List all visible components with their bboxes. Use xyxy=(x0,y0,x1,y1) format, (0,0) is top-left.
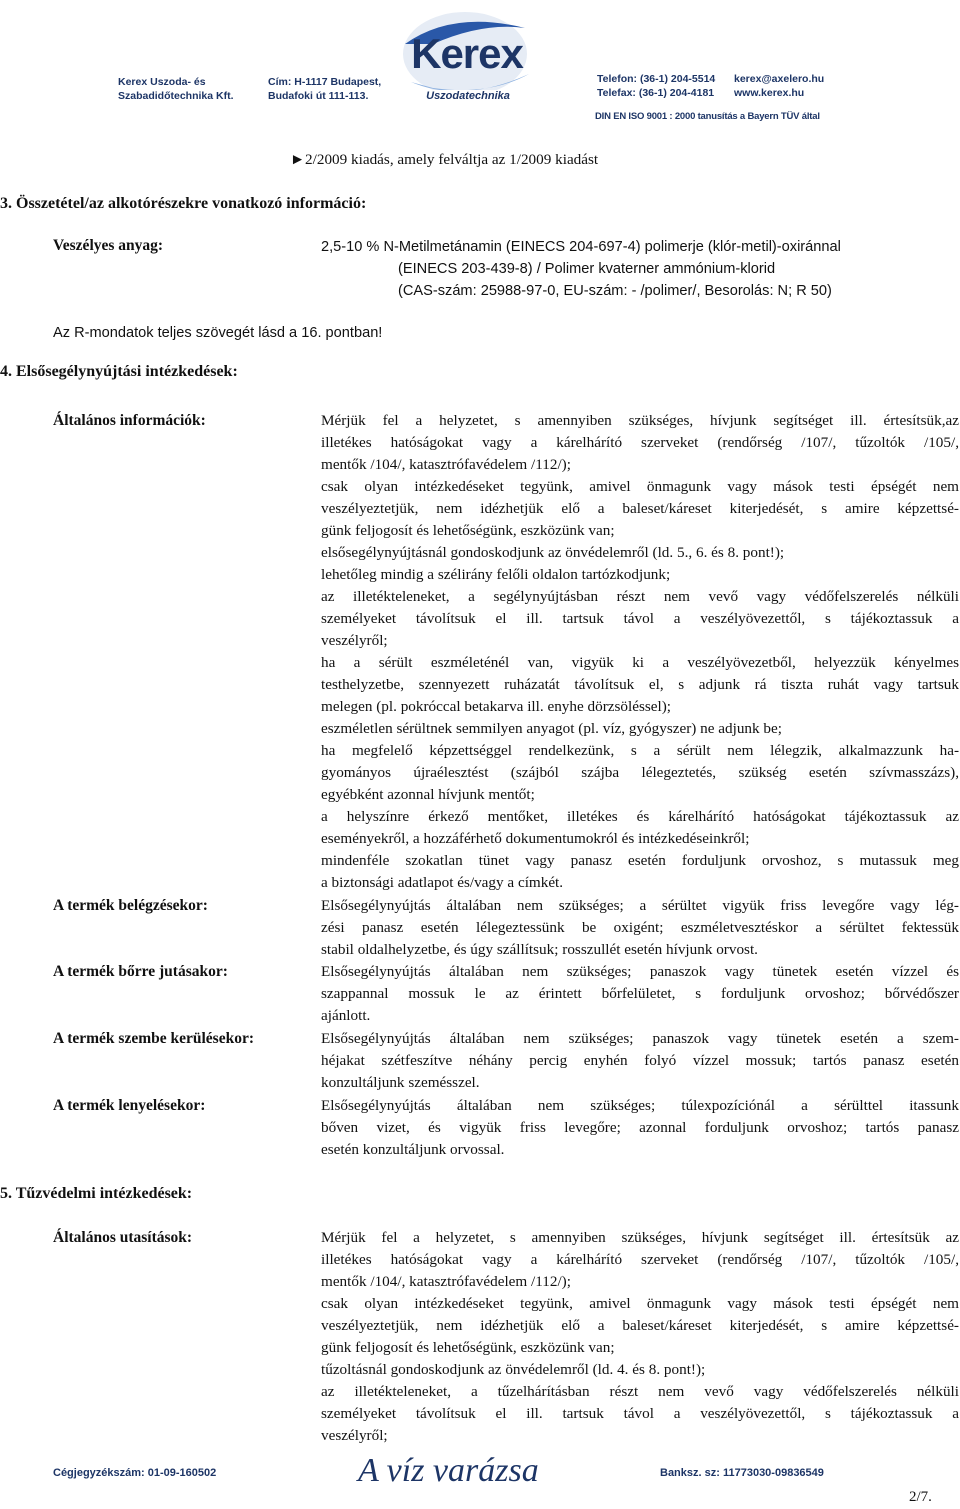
text-line: az illetékteleneket, a segélynyújtásban részt nem vevő vagy védőfelszerelés nélküli xyxy=(321,588,959,605)
skin-contact-label: A termék bőrre jutásakor: xyxy=(53,963,228,980)
text-line: veszélyről; xyxy=(321,1427,388,1444)
footer xyxy=(0,1448,960,1509)
text-line: Elsősegélynyújtás általában nem szükséges; panaszok vagy tünetek esetén a szem- xyxy=(321,1030,959,1047)
text-line: konzultáljunk szemésszel. xyxy=(321,1074,480,1091)
text-line: ha megfelelő képzettséggel rendelkezünk, s a sérült nem lélegzik, alkalmazzunk ha- xyxy=(321,742,959,759)
text-line: lehetőleg mindig a szélirány felőli oldalon tartózkodjunk; xyxy=(321,566,671,583)
header xyxy=(0,0,960,135)
text-line: a helyszínre érkező mentőket, illetékes és kárelhárító hatóságokat tájékoztassuk az xyxy=(321,808,959,825)
iso-certification: DIN EN ISO 9001 : 2000 tanusítás a Bayern TÜV által xyxy=(595,111,820,122)
text-line: a biztonsági adatlapot és/vagy a címkét. xyxy=(321,874,564,891)
text-line: gyományos újraélesztést (szájból szájba lélegeztetés, szükség esetén szívmasszázs), xyxy=(321,764,959,781)
text-line: testhelyzetbe, szennyezett ruházatát távolítsuk el, s adjunk rá tiszta ruhát vagy tartsuk xyxy=(321,676,959,693)
text-line: héjakat szétfeszítve néhány percig enyhén folyó vízzel mossuk; tartós panasz esetén xyxy=(321,1052,959,1069)
text-line: Elsősegélynyújtás általában nem szükséges; panaszok vagy tünetek esetén vízzel és xyxy=(321,963,959,980)
hazard-line-2: (EINECS 203-439-8) / Polimer kvaterner ammónium-klorid xyxy=(398,261,776,277)
issue-note: ►2/2009 kiadás, amely felváltja az 1/2009 kiadást xyxy=(290,151,599,168)
text-line: stabil oldalhelyzetbe, és úgy szállítsuk; rosszullét esetén hívjunk orvost. xyxy=(321,941,758,958)
general-info-label: Általános információk: xyxy=(53,412,206,429)
text-line: Elsősegélynyújtás általában nem szükséges; a sérültet vigyük friss levegőre vagy lég- xyxy=(321,897,959,914)
inhalation-label: A termék belégzésekor: xyxy=(53,897,208,914)
address-line2: Budafoki út 111-113. xyxy=(268,90,369,102)
text-line: veszélyeztetjük, nem idézhetjük elő a baleset/káreset kiterjedését, s amire képzettsé- xyxy=(321,500,959,517)
text-line: elsősegélynyújtásnál gondoskodjunk az önvédelemről (ld. 5., 6. és 8. pont!); xyxy=(321,544,785,561)
text-line: Mérjük fel a helyzetet, s amennyiben szükséges, hívjunk segítséget ill. értesítsük az xyxy=(321,1229,959,1246)
email-link[interactable]: kerex@axelero.hu xyxy=(734,73,825,85)
company-registry: Cégjegyzékszám: 01-09-160502 xyxy=(53,1467,217,1479)
text-line: veszélyeztetjük, nem idézhetjük elő a baleset/káreset kiterjedését, s amire képzettsé- xyxy=(321,1317,959,1334)
text-line: szappannal mossuk le az érintett bőrfelületet, s forduljunk orvoshoz; bőrvédőszer xyxy=(321,985,959,1002)
text-line: személyeket távolítsuk el ill. tartsuk távol a veszélyövezettől, s tájékoztassuk a xyxy=(321,610,959,627)
skin-contact-text xyxy=(321,961,959,1027)
text-line: eszméletlen sérültnek semmilyen anyagot (pl. víz, gyógyszer) ne adjunk be; xyxy=(321,720,782,737)
section5-heading: 5. Tűzvédelmi intézkedések: xyxy=(0,1185,193,1202)
logo-brand-name: Kerex xyxy=(411,30,523,77)
address-line1: Cím: H-1117 Budapest, xyxy=(268,76,382,88)
text-line: bőven vizet, és vigyük friss levegőre; azonnal forduljunk orvoshoz; tartós panasz xyxy=(321,1119,959,1136)
company-web xyxy=(734,72,824,100)
text-line: illetékes hatóságokat vagy a kárelhárító szerveket (rendőrség /107/, tűzoltók /105/, xyxy=(321,434,959,451)
page-number: 2/7. xyxy=(909,1489,932,1505)
company-name-line1: Kerex Uszoda- és xyxy=(118,76,206,88)
ingestion-text xyxy=(321,1095,959,1161)
text-line: az illetékteleneket, a tűzelhárításban részt nem vevő vagy védőfelszerelés nélküli xyxy=(321,1383,959,1400)
section4-heading: 4. Elsősegélynyújtási intézkedések: xyxy=(0,363,238,380)
text-line: ajánlott. xyxy=(321,1007,371,1024)
section3-heading: 3. Összetétel/az alkotórészekre vonatkozó információ: xyxy=(0,195,367,212)
text-line: veszélyről; xyxy=(321,632,388,649)
hazard-label: Veszélyes anyag: xyxy=(53,237,164,254)
kerex-logo xyxy=(393,4,538,112)
web-link[interactable]: www.kerex.hu xyxy=(734,87,805,99)
phone: Telefon: (36-1) 204-5514 xyxy=(597,73,716,85)
text-line: mentők /104/, katasztrófavédelem /112/); xyxy=(321,456,571,473)
inhalation-text xyxy=(321,895,959,961)
text-line: melegen (pl. pokróccal betakarva ill. enyhe dörzsöléssel); xyxy=(321,698,672,715)
text-line: egyébként azonnal hívjunk mentőt; xyxy=(321,786,535,803)
text-line: esetén konzultáljunk orvossal. xyxy=(321,1141,505,1158)
general-info-text xyxy=(321,410,959,894)
text-line: eseményekről, a hozzáférhető dokumentumokról és intézkedéseinkről; xyxy=(321,830,750,847)
text-line: zési panasz esetén lélegeztessünk be oxigént; eszméletvesztéskor a sérültet fektessük xyxy=(321,919,959,936)
text-line: személyeket távolítsuk el ill. tartsuk távol a veszélyövezettől, s tájékoztassuk a xyxy=(321,1405,959,1422)
text-line: günk feljogosít és lehetőségünk, eszközünk van; xyxy=(321,522,615,539)
text-line: ha a sérült eszméleténél van, vigyük ki a veszélyövezetből, helyezzük kényelmes xyxy=(321,654,959,671)
company-address xyxy=(268,75,381,103)
text-line: Mérjük fel a helyzetet, s amennyiben szükséges, hívjunk segítséget ill. értesítsük,az xyxy=(321,412,959,429)
text-line: csak olyan intézkedéseket tegyünk, amivel önmagunk vagy mások testi épségét nem xyxy=(321,1295,959,1312)
fax: Telefax: (36-1) 204-4181 xyxy=(597,87,715,99)
eye-contact-label: A termék szembe kerülésekor: xyxy=(53,1030,255,1047)
company-name-line2: Szabadidőtechnika Kft. xyxy=(118,90,234,102)
r-phrases-note: Az R-mondatok teljes szövegét lásd a 16. pontban! xyxy=(53,325,383,341)
text-line: mindenféle szokatlan tünet vagy panasz esetén forduljunk orvoshoz, s mutassuk meg xyxy=(321,852,959,869)
hazard-line-1: 2,5-10 % N-Metilmetánamin (EINECS 204-697-4) polimerje (klór-metil)-oxiránnal xyxy=(321,239,841,255)
hazard-line-3: (CAS-szám: 25988-97-0, EU-szám: - /polimer/, Besorolás: N; R 50) xyxy=(398,283,832,299)
company-phone-fax xyxy=(597,72,715,100)
text-line: günk feljogosít és lehetőségünk, eszközünk van; xyxy=(321,1339,615,1356)
text-line: tűzoltásnál gondoskodjunk az önvédelemről (ld. 4. és 8. pont!); xyxy=(321,1361,706,1378)
text-line: csak olyan intézkedéseket tegyünk, amivel önmagunk vagy mások testi épségét nem xyxy=(321,478,959,495)
logo-subtitle: Uszodatechnika xyxy=(423,90,513,102)
text-line: illetékes hatóságokat vagy a kárelhárító szerveket (rendőrség /107/, tűzoltók /105/, xyxy=(321,1251,959,1268)
footer-slogan: A víz varázsa xyxy=(358,1452,539,1489)
text-line: Elsősegélynyújtás általában nem szükséges; túlexpozíciónál a sérülttel itassunk xyxy=(321,1097,959,1114)
general-instructions-label: Általános utasítások: xyxy=(53,1229,193,1246)
general-instructions-text xyxy=(321,1227,959,1447)
ingestion-label: A termék lenyelésekor: xyxy=(53,1097,206,1114)
text-line: mentők /104/, katasztrófavédelem /112/); xyxy=(321,1273,571,1290)
bank-account: Banksz. sz: 11773030-09836549 xyxy=(660,1467,824,1479)
company-name xyxy=(118,75,234,103)
eye-contact-text xyxy=(321,1028,959,1094)
